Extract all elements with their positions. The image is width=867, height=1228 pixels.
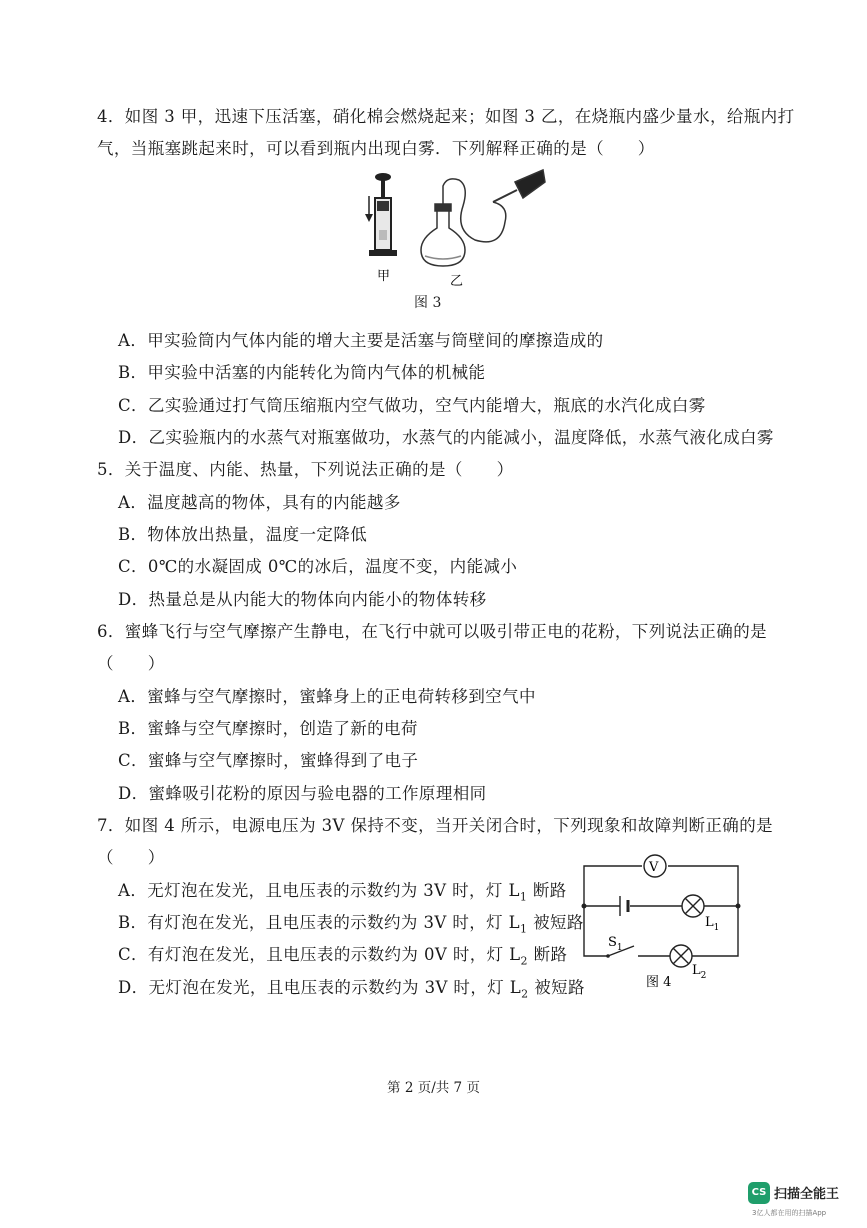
compression-cylinder-icon — [365, 173, 397, 256]
watermark-tagline: 3亿人都在用的扫描App — [752, 1209, 827, 1217]
switch-s1-label — [608, 935, 623, 953]
q6-option-d: D．蜜蜂吸引花粉的原因与验电器的工作原理相同 — [118, 784, 487, 803]
switch-s1-letter: S — [608, 935, 617, 950]
junction-dot-left — [582, 904, 587, 909]
q7-option-a-sub: 1 — [519, 890, 528, 904]
q6-option-c: C．蜜蜂与空气摩擦时，蜜蜂得到了电子 — [118, 751, 419, 770]
junction-dot-right — [736, 904, 741, 909]
lamp-l1-icon — [682, 895, 704, 917]
figure-3-caption: 图 3 — [414, 295, 442, 311]
q5-option-d: D．热量总是从内能大的物体向内能小的物体转移 — [118, 590, 487, 609]
q7-option-b-tail: 被短路 — [527, 913, 584, 932]
voltmeter-label: V — [649, 860, 659, 875]
q5-option-a: A．温度越高的物体，具有的内能越多 — [118, 493, 401, 512]
q4-stem-line2: 气，当瓶塞跳起来时，可以看到瓶内出现白雾．下列解释正确的是（ ） — [97, 139, 655, 158]
q7-stem-line1: 7．如图 4 所示，电源电压为 3V 保持不变，当开关闭合时，下列现象和故障判断正确的是 — [97, 816, 773, 835]
figure-3-apparatus — [355, 168, 555, 296]
lamp-l2-label — [692, 963, 706, 981]
scanner-watermark — [748, 1180, 858, 1222]
q7-option-a-tail: 断路 — [527, 881, 567, 900]
q4-option-d: D．乙实验瓶内的水蒸气对瓶塞做功，水蒸气的内能减小，温度降低，水蒸气液化成白雾 — [118, 428, 774, 447]
page-number: 第 2 页/共 7 页 — [387, 1080, 480, 1096]
figure-3-label-yi: 乙 — [450, 274, 464, 289]
q7-option-c-sub: 2 — [520, 954, 528, 968]
q7-option-b-text: B．有灯泡在发光，且电压表的示数约为 3V 时，灯 L — [118, 913, 521, 932]
battery-icon — [620, 896, 628, 916]
figure-4-circuit — [572, 848, 752, 988]
q6-option-a: A．蜜蜂与空气摩擦时，蜜蜂身上的正电荷转移到空气中 — [118, 687, 536, 706]
q7-option-d-sub: 2 — [521, 987, 529, 1001]
q6-stem-line2: （ ） — [97, 654, 165, 673]
q7-option-c — [118, 944, 567, 972]
q6-option-b: B．蜜蜂与空气摩擦时，创造了新的电荷 — [118, 719, 418, 738]
switch-s1-icon — [606, 954, 610, 958]
q7-option-d-text: D．无灯泡在发光，且电压表的示数约为 3V 时，灯 L — [118, 978, 522, 997]
q7-option-b — [118, 912, 584, 940]
q7-option-c-text: C．有灯泡在发光，且电压表的示数约为 0V 时，灯 L — [118, 945, 521, 964]
watermark-app-name: 扫描全能王 — [774, 1187, 840, 1202]
q5-option-b: B．物体放出热量，温度一定降低 — [118, 525, 368, 544]
lamp-l1-label — [705, 915, 719, 933]
figure-3-label-jia: 甲 — [377, 269, 391, 284]
q7-option-d — [118, 977, 585, 1005]
q7-option-a — [118, 880, 567, 908]
lamp-l1-letter: L — [705, 915, 714, 930]
q7-option-b-sub: 1 — [520, 922, 528, 936]
lamp-l2-icon — [670, 945, 692, 967]
switch-s1-sub: 1 — [616, 943, 623, 953]
flask-pump-icon — [421, 170, 545, 266]
q7-stem-line2: （ ） — [97, 848, 165, 867]
q7-option-d-tail: 被短路 — [528, 978, 585, 997]
figure-4-caption: 图 4 — [646, 975, 672, 988]
q7-option-c-tail: 断路 — [527, 945, 568, 964]
lamp-l2-sub: 2 — [700, 971, 707, 981]
q5-option-c: C．0℃的水凝固成 0℃的冰后，温度不变，内能减小 — [118, 557, 518, 576]
q4-option-a: A．甲实验筒内气体内能的增大主要是活塞与筒壁间的摩擦造成的 — [118, 331, 604, 350]
q5-stem: 5．关于温度、内能、热量，下列说法正确的是（ ） — [97, 460, 514, 479]
q4-option-b: B．甲实验中活塞的内能转化为筒内气体的机械能 — [118, 363, 486, 382]
q7-option-a-text: A．无灯泡在发光，且电压表的示数约为 3V 时，灯 L — [118, 881, 520, 900]
lamp-l1-sub: 1 — [713, 923, 720, 933]
camscanner-logo-icon: CS — [748, 1182, 770, 1204]
q6-stem-line1: 6．蜜蜂飞行与空气摩擦产生静电，在飞行中就可以吸引带正电的花粉，下列说法正确的是 — [97, 622, 767, 641]
q4-option-c: C．乙实验通过打气筒压缩瓶内空气做功，空气内能增大，瓶底的水汽化成白雾 — [118, 396, 706, 415]
lamp-l2-letter: L — [692, 963, 701, 978]
q4-stem-line1: 4．如图 3 甲，迅速下压活塞，硝化棉会燃烧起来；如图 3 乙，在烧瓶内盛少量水，给瓶内打 — [97, 107, 795, 126]
